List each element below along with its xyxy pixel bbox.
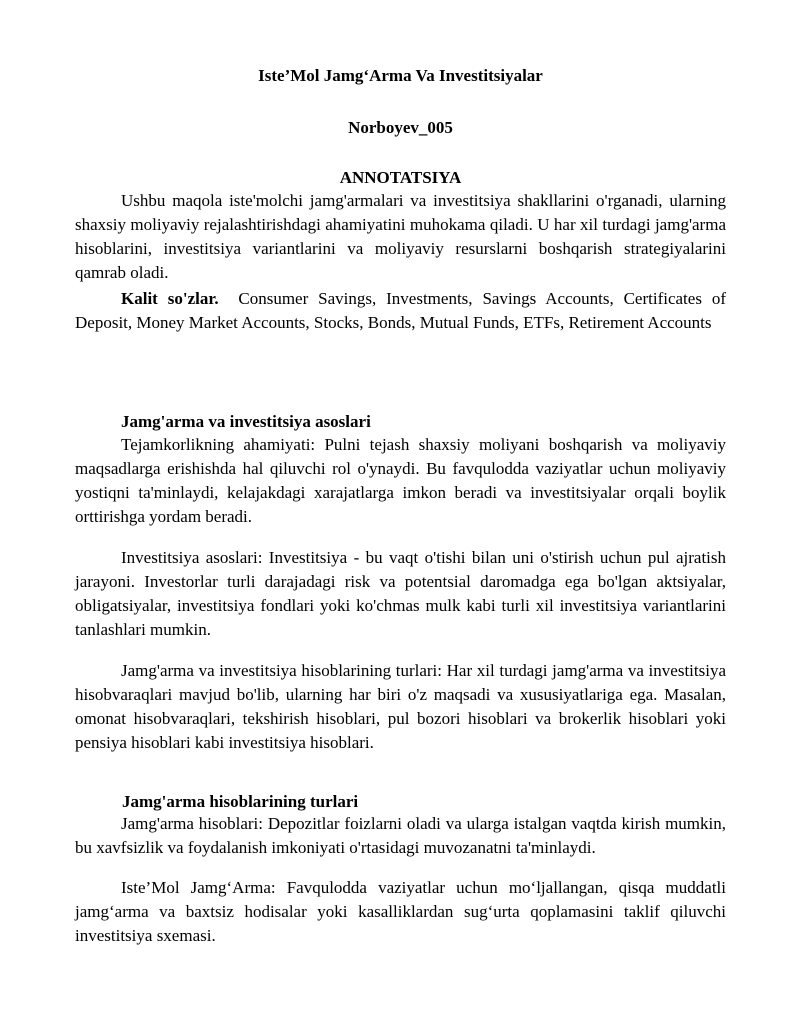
keywords-text: Consumer Savings, Investments, Savings Accounts, Certificates of Deposit, Money Market Accounts, Stocks, Bonds, Mutual Funds, ETFs, Retirement Accounts xyxy=(75,289,726,332)
paragraph-text: Iste’Mol Jamg‘Arma: Favqulodda vaziyatlar uchun mo‘ljallangan, qisqa muddatli jamg‘arma va baxtsiz hodisalar yoki kasalliklardan sug‘urta qoplamasini taklif qiluvchi investitsiya sxemasi. xyxy=(75,878,726,945)
abstract-block xyxy=(75,189,726,285)
document-author: Norboyev_005 xyxy=(348,118,453,137)
section2-paragraph-1 xyxy=(75,812,726,860)
section1-paragraph-1 xyxy=(75,433,726,529)
section2-paragraph-2 xyxy=(75,876,726,948)
section-heading-savings-basics: Jamg'arma va investitsiya asoslari xyxy=(121,412,371,431)
abstract-text: Ushbu maqola iste'molchi jamg'armalari va investitsiya shakllarini o'rganadi, ularning shaxsiy moliyaviy rejalashtirishdagi ahamiyatini muhokama qiladi. U har xil turdagi jamg'arma hisoblarini, investitsiya variantlarini va moliyaviy resurslarni boshqarish strategiyalarini qamrab oladi. xyxy=(75,191,726,282)
document-title: Iste’Mol Jamg‘Arma Va Investitsiyalar xyxy=(258,66,543,85)
paragraph-text: Jamg'arma va investitsiya hisoblarining turlari: Har xil turdagi jamg'arma va investitsiya hisobvaraqlari mavjud bo'lib, ularning har biri o'z maqsadi va xususiyatlariga ega. Masalan, omonat hisobvaraqlari, tekshirish hisoblari, pul bozori hisoblari va brokerlik hisoblari yoki pensiya hisoblari kabi investitsiya hisoblari. xyxy=(75,661,726,752)
section-heading-account-types: Jamg'arma hisoblarining turlari xyxy=(122,792,359,811)
section1-paragraph-2 xyxy=(75,546,726,642)
paragraph-text: Investitsiya asoslari: Investitsiya - bu vaqt o'tishi bilan uni o'stirish uchun pul ajratish jarayoni. Investorlar turli darajadagi risk va potentsial daromadga ega bo'lgan aktsiyalar, obligatsiyalar, investitsiya fondlari yoki ko'chmas mulk kabi turli xil investitsiya variantlarini tanlashlari mumkin. xyxy=(75,548,726,639)
paragraph-text: Tejamkorlikning ahamiyati: Pulni tejash shaxsiy moliyani boshqarish va moliyaviy maqsadlarga erishishda hal qiluvchi rol o'ynaydi. Bu favqulodda vaziyatlar uchun moliyaviy yostiqni ta'minlaydi, kelajakdagi xarajatlarga imkon beradi va investitsiyalar orqali boylik orttirishga yordam beradi. xyxy=(75,435,726,526)
annotation-heading: ANNOTATSIYA xyxy=(339,168,462,187)
keywords-block xyxy=(75,287,726,335)
paragraph-text: Jamg'arma hisoblari: Depozitlar foizlarni oladi va ularga istalgan vaqtda kirish mumkin, bu xavfsizlik va foydalanish imkoniyati o'rtasidagi muvozanatni ta'minlaydi. xyxy=(75,814,726,857)
keywords-paragraph xyxy=(75,287,726,335)
keywords-label: Kalit so'zlar. xyxy=(121,289,219,308)
section1-paragraph-3 xyxy=(75,659,726,755)
